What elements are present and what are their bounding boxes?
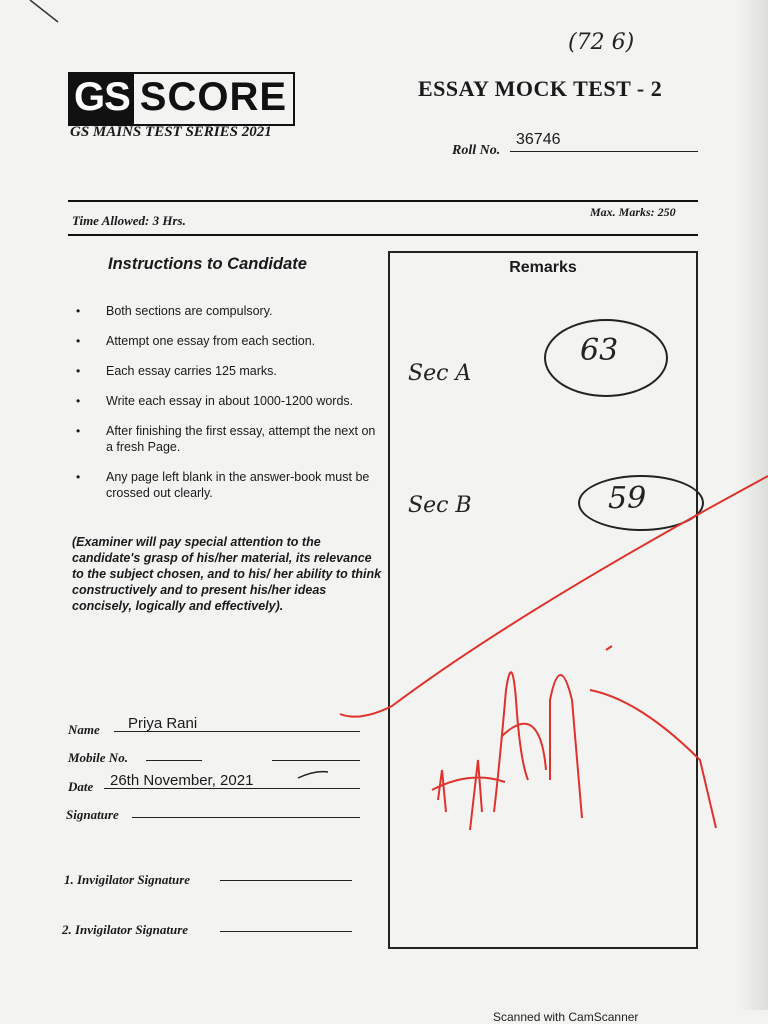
instruction-item: • Each essay carries 125 marks. [72,363,382,379]
corner-scratch [30,0,58,22]
remarks-title: Remarks [509,259,577,276]
instructions-title: Instructions to Candidate [108,255,307,273]
date-label: Date [68,779,94,794]
invigilator-2-label: 2. Invigilator Signature [62,922,189,937]
name-value: Priya Rani [128,715,198,732]
red-strike-line [340,476,768,717]
signature-label: Signature [66,807,119,822]
examiner-note: (Examiner will pay special attention to the candidate's grasp of his/her material, its relevance to the subject chosen, and to his/ her ability to think constructively and to present his/her ideas concisely, logically and effectively). [72,535,382,613]
mobile-label: Mobile No. [68,750,128,765]
instruction-item: • Any page left blank in the answer-book must be crossed out clearly. [72,469,382,501]
scanner-watermark: Scanned with CamScanner [493,1010,639,1024]
date-underline-stroke [298,772,328,778]
instruction-item: • Write each essay in about 1000-1200 words. [72,393,382,409]
red-pen-signature [432,646,716,830]
test-series: GS MAINS TEST SERIES 2021 [70,124,272,140]
name-label: Name [68,722,100,737]
instruction-item: • Attempt one essay from each section. [72,333,382,349]
logo-score: SCORE [139,75,288,119]
roll-no-label: Roll No. [452,143,501,158]
section-b-marks: 59 [608,481,647,516]
section-a-marks: 63 [580,333,619,368]
section-b-label: Sec B [408,493,472,518]
roll-no-value: 36746 [516,131,561,148]
instruction-item: • After finishing the first essay, attempt the next on a fresh Page. [72,423,382,455]
invigilator-1-label: 1. Invigilator Signature [64,872,191,887]
max-marks: Max. Marks: 250 [590,205,676,219]
logo-gs: GS [70,74,134,124]
date-value: 26th November, 2021 [110,772,254,789]
time-allowed: Time Allowed: 3 Hrs. [72,213,186,228]
section-a-label: Sec A [408,361,472,386]
test-title: ESSAY MOCK TEST - 2 [418,76,663,101]
total-score-note: (72 6) [568,30,635,55]
instruction-item: • Both sections are compulsory. [72,303,382,319]
